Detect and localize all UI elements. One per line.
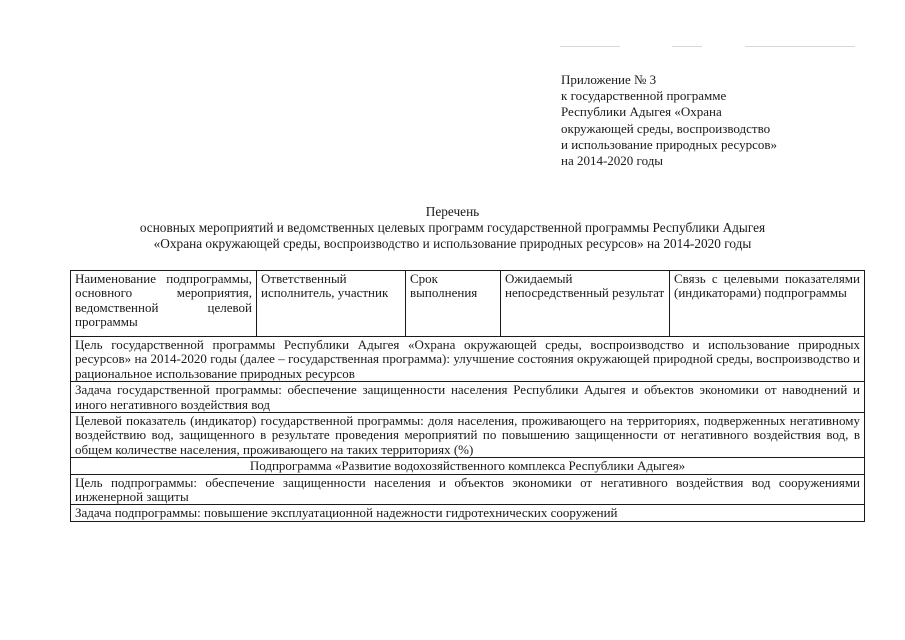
appendix-line: к государственной программе [561,88,727,104]
subprogram-task-cell: Задача подпрограммы: повышение эксплуатационной надежности гидротехнических сооружений [71,505,865,521]
table-row [71,505,865,521]
table-row [71,474,865,505]
program-task-cell: Задача государственной программы: обеспечение защищенности населения Республики Адыгея и объектов экономики от наводнений и иного негативного воздействия вод [71,382,865,413]
table-row [71,458,865,474]
scan-artifact [672,46,702,47]
appendix-line: на 2014-2020 годы [561,153,664,169]
table-row [71,337,865,382]
title-heading: Перечень [425,204,480,219]
header-cell-result: Ожидаемый непосредственный результат [501,271,670,337]
appendix-note [561,72,861,169]
program-goal-cell: Цель государственной программы Республики Адыгея «Охрана окружающей среды, воспроизводство и использование природных ресурсов» на 2014-2020 годы (далее – государственная программа): улучшение состояния окружающей природной среды, воспроизводство и рациональное использование природных ресурсов [71,337,865,382]
document-title [0,204,905,252]
program-indicator-cell: Целевой показатель (индикатор) государственной программы: доля населения, проживающего на территориях, подверженных негативному воздействию вод, защищенного в результате проведения мероприятий по повышению защищенности от негативного воздействия вод, в общем количестве населения, проживающего на таких территориях (%) [71,413,865,458]
title-subheading: основных мероприятий и ведомственных целевых программ государственной программы Республики Адыгея [139,220,766,235]
title-program-name: «Охрана окружающей среды, воспроизводство и использование природных ресурсов» на 2014-2020 годы [153,236,752,251]
header-cell-executor: Ответственный исполнитель, участник [257,271,406,337]
scan-artifact [745,46,855,47]
appendix-line: Приложение № 3 [561,72,657,87]
appendix-line: окружающей среды, воспроизводство [561,120,771,136]
table-row [71,382,865,413]
header-cell-term: Срок выполнения [406,271,501,337]
table-header-row [71,271,865,337]
subprogram-goal-cell: Цель подпрограммы: обеспечение защищенности населения и объектов экономики от негативного воздействия вод сооружениями инженерной защиты [71,474,865,505]
subprogram-title-cell: Подпрограмма «Развитие водохозяйственного комплекса Республики Адыгея» [71,458,865,474]
appendix-line: Республики Адыгея «Охрана [561,104,722,120]
appendix-line: и использование природных ресурсов» [561,136,778,152]
header-cell-name: Наименование подпрограммы, основного мероприятия, ведомственной целевой программы [71,271,257,337]
scan-artifact [560,46,620,47]
measures-table [70,270,865,522]
header-cell-indicators: Связь с целевыми показателями (индикаторами) подпрограммы [670,271,865,337]
table-row [71,413,865,458]
